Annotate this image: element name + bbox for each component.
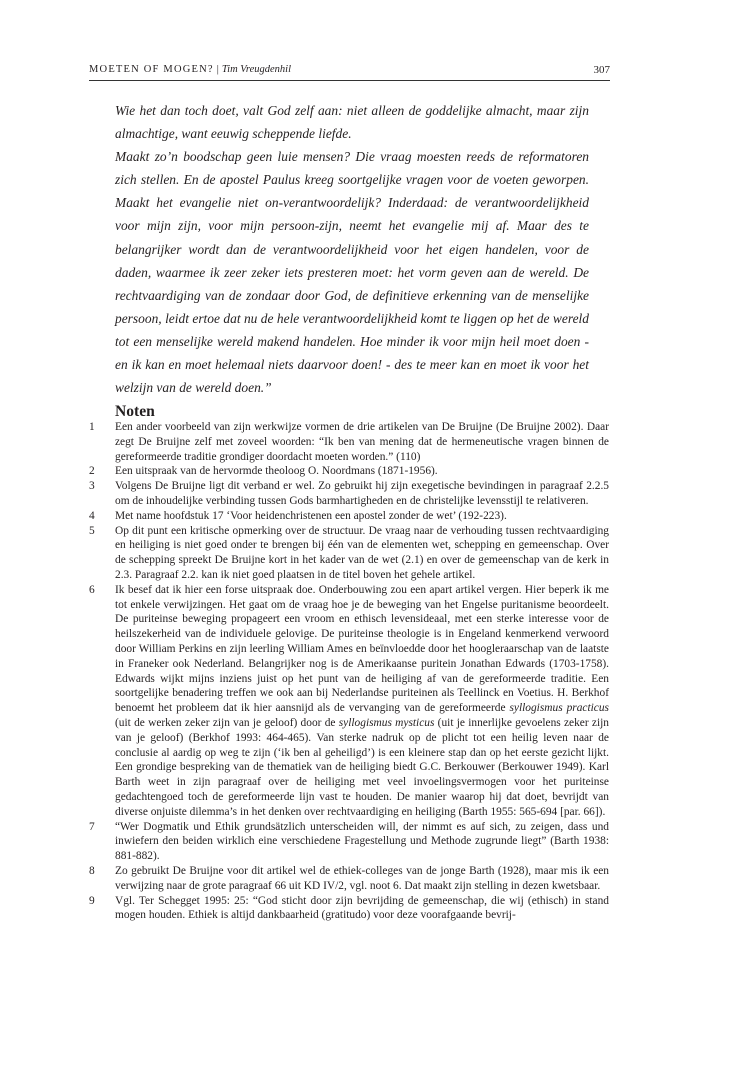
note-number: 8 xyxy=(89,864,95,877)
note-number: 4 xyxy=(89,509,95,522)
note-text: Zo gebruikt De Bruijne voor dit artikel wel de ethiek-colleges van de jonge Barth (1928), maar mis ik een verwijzing naar de grote paragraaf 66 uit KD IV/2, vgl. noot 6. Dat maakt zijn stelling in dezen kwetsbaar. xyxy=(115,864,609,892)
running-header xyxy=(89,60,610,81)
note-text: Vgl. Ter Schegget 1995: 25: “God sticht door zijn bevrijding de gemeenschap, die wij (ethisch) in stand mogen houden. Ethiek is altijd dankbaarheid (gratitudo) voor deze voorafgaande bevrij- xyxy=(115,894,609,922)
note-item xyxy=(89,820,609,864)
note-text-part: (uit je innerlijke gevoelens zeker zijn van je geloof) (Berkhof 1993: 464-465). Van sterke nadruk op de plicht tot een heilig leven naar de conclusie al aardig op weg te zijn (‘ik ben al geheiligd’) is een kleinere stap dan op het eerste gezicht lijkt. Een grondige bespreking van de thematiek van de heiliging biedt G.C. Berkouwer (Berkouwer 1949). Karl Barth weet in zijn paragraaf over de heiliging met veel invoelingsvermogen voor het puriteinse gedachtengoed toch de gereformeerde lijn vast te houden. De manier waarop hij dat doet, bevrijdt van diverse onjuiste dilemma’s in het denken over rechtvaardiging en heiliging (Barth 1955: 565-694 [par. 66]). xyxy=(115,716,609,818)
note-number: 3 xyxy=(89,480,95,493)
note-text: “Wer Dogmatik und Ethik grundsätzlich unterscheiden will, der nimmt es auf sich, zu zeigen, dass und inwiefern den beiden wirklich eine verschiedene Fragestellung und Methode zugrunde liegt” (Barth 1938: 881-882). xyxy=(115,820,609,863)
note-item xyxy=(89,464,609,479)
running-title-author: Tim Vreugdenhil xyxy=(221,64,292,75)
note-text-part: Ik besef dat ik hier een forse uitspraak doe. Onderbouwing zou een apart artikel vergen. Hier beperk ik me tot enkele verwijzingen. Het gaat om de vraag hoe je de beweging van het Engelse puritanisme beoordeelt. De puriteinse beweging propageert een vroom en ethisch levensideaal, met een sterke interesse voor de heilszekerheid van de individuele gelovige. De puriteinse theologie is in Engeland kenmerkend verwoord door William Perkins en zijn leerling William Ames en beïnvloedde door het hoogleraarschap van de laatste in Franeker ook Nederland. Belangrijker nog is de Amerikaanse puritein Jonathan Edwards (1703-1758). Edwards wijkt mijns inziens juist op het punt van de heiliging af van de gereformeerde traditie. Een soortgelijke benadering treffen we ook aan bij Nederlandse puriteinen als Teellinck en Voetius. H. Berkhof benoemt het probleem dat ik hier aansnijd als de vervanging van de gereformeerde xyxy=(115,583,609,715)
quote-paragraph: Wie het dan toch doet, valt God zelf aan: niet alleen de goddelijke almacht, maar zijn almachtige, want eeuwig scheppende liefde. xyxy=(115,103,589,142)
note-item xyxy=(89,524,609,583)
note-number: 2 xyxy=(89,465,95,478)
note-item xyxy=(89,864,609,894)
notes-heading: Noten xyxy=(115,403,155,420)
notes-list xyxy=(89,420,609,923)
note-item xyxy=(89,420,609,464)
note-text: Volgens De Bruijne ligt dit verband er wel. Zo gebruikt hij zijn exegetische bevindingen in paragraaf 2.2.5 om de inhoudelijke verbinding tussen Gods barmhartigheden en de christelijke levensstijl te relativeren. xyxy=(115,480,609,507)
note-item xyxy=(89,894,609,924)
note-text: Op dit punt een kritische opmerking over de structuur. De vraag naar de verhouding tussen rechtvaardiging en heiliging is niet goed onder te brengen bij één van de elementen wet, schepping en gemeenschap. Over de schepping spreekt De Bruijne kort in het kader van de wet (2.1) en over de gemeenschap van de kerk in 2.3. Paragraaf 2.2. kan ik niet goed plaatsen in de titel boven het gehele artikel. xyxy=(115,524,609,581)
running-title xyxy=(89,64,291,75)
note-item xyxy=(89,583,609,820)
note-text-part: (uit de werken zeker zijn van je geloof) door de xyxy=(115,716,339,729)
block-quote xyxy=(115,99,589,399)
running-title-separator: | xyxy=(216,64,219,75)
note-text: Een uitspraak van de hervormde theoloog O. Noordmans (1871-1956). xyxy=(115,465,438,478)
note-text xyxy=(115,583,609,820)
note-emphasis: syllogismus practicus xyxy=(509,702,609,715)
note-text: Met name hoofdstuk 17 ‘Voor heidenchristenen een apostel zonder de wet’ (192-223). xyxy=(115,509,507,522)
quote-paragraph: Maakt zo’n boodschap geen luie mensen? Die vraag moesten reeds de reformatoren zich stellen. En de apostel Paulus kreeg soortgelijke vragen voor de voeten geworpen. Maakt het evangelie niet on-verantwoordelijk? Inderdaad: de verantwoordelijkheid voor mijn zijn, voor mijn persoon-zijn, neemt het evangelie mij af. Maar des te belangrijker wordt dan de verantwoordelijkheid voor het eigen handelen, voor de daden, waarmee ik zeer zeker iets presteren moet: het vorm geven aan de wereld. De rechtvaardiging van de zondaar door God, de definitieve erkenning van de menselijke persoon, leidt ertoe dat nu de hele verantwoordelijkheid komt te liggen op het de wereld tot een menselijke wereld makend handelen. Hoe minder ik voor mijn heil moet doen - en ik kan en moet helemaal niets daarvoor doen! - des te meer kan en moet ik voor het welzijn van de wereld doen.” xyxy=(115,149,589,396)
note-number: 9 xyxy=(89,894,95,907)
note-text: Een ander voorbeeld van zijn werkwijze vormen de drie artikelen van De Bruijne (De Bruijne 2002). Daar zegt De Bruijne zelf met zoveel woorden: “Ik ben van mening dat de hermeneutische vragen binnen de gereformeerde traditie grondiger doordacht moeten worden.” (110) xyxy=(115,421,609,463)
page-number: 307 xyxy=(593,64,610,76)
note-item xyxy=(89,479,609,509)
running-title-text: MOETEN OF MOGEN? xyxy=(89,64,214,75)
note-emphasis: syllogismus mysticus xyxy=(338,716,435,729)
note-item xyxy=(89,509,609,524)
note-number: 6 xyxy=(89,583,95,596)
note-number: 7 xyxy=(89,820,95,833)
note-number: 5 xyxy=(89,524,95,537)
note-number: 1 xyxy=(89,421,95,433)
